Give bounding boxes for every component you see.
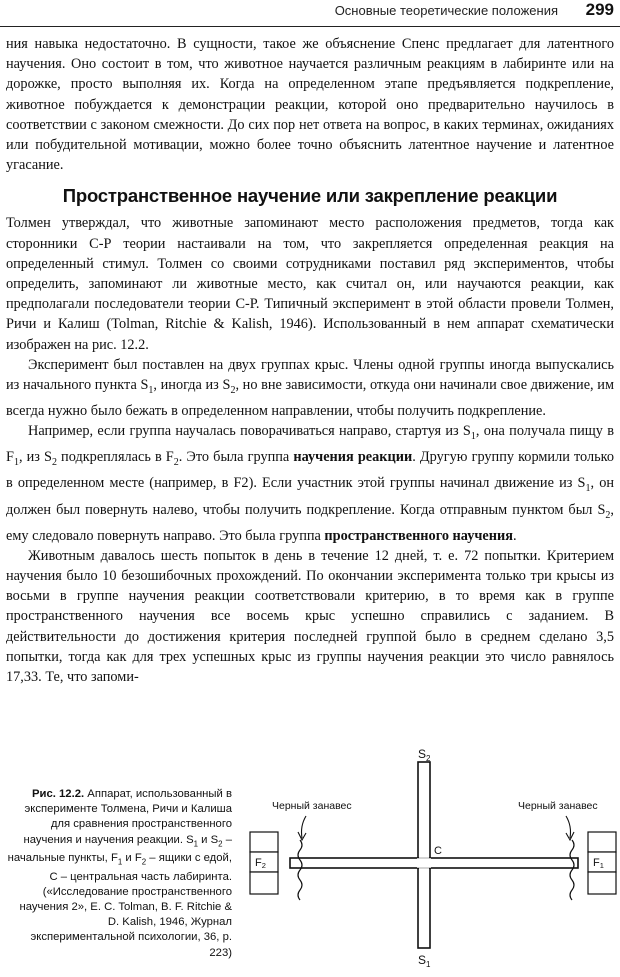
start-s2-label: $S_2$ [418,747,431,763]
food-box-f1-bottom [588,872,616,894]
paragraph-example: Например, если группа научалась поворачиваться направо, стартуя из $S_1$, она получала пищу в $F_1$, из $S_2$ подкреплялась в $F_2$. Это была группа научения реакции. Другую группу кормили только в определенном месте (например, в F2). Если участник этой группы начинал движение из $S_1$, он должен был повернуть налево, чтобы получить подкрепление. Когда отправным пунктом был $S_2$, ему следовало повернуть направо. Это была группа пространственного научения. [6,423,615,544]
curtain-left [298,840,302,900]
paragraph-experiment: Эксперимент был поставлен на двух группах крыс. Члены одной группы иногда выпускались из начального пункта $S_1$, иногда из $S_2$, но вне зависимости, откуда они начинали свое движение, им всегда нужно было бежать в определенном направлении, чтобы получить подкрепление. [6,356,614,420]
maze-figure [244,744,620,972]
curtain-right [570,840,574,900]
paragraph-tolman: Толмен утверждал, что животные запоминают место расположения предметов, тогда как сторонники С-Р теории настаивали на том, что закрепляется определенная реакция на определенный стимул. Толмен со своими сотрудниками поставил ряд экспериментов, чтобы определить, запоминают ли животные место, как считал он, или научаются реакции, как предполагали последователи теории С-Р. Типичный эксперимент в этой области провели Толмен, Ричи и Калиш (Tolman, Ritchie & Kalish, 1946). Использованный в нем аппарат схематически изображен на рис. 12.2. [6,215,614,353]
term-response-learning: научения реакции [293,449,413,466]
maze-diagram [244,744,620,972]
running-head: Основные теоретические положения [334,3,558,18]
food-f1-label: F1 [593,857,604,870]
figure-caption: Рис. 12.2. Аппарат, использованный в эксперименте Толмена, Ричи и Калиша для сравнения пространственного научения и научения реакции. $S_1$ и $S_2$ – начальные пункты, $F_1$ и $F_2$ – ящики с едой, С – центральная часть лабиринта. («Исследование пространственного научения 2», E. C. Tolman, B. F. Ritchie & D. Kalish, 1946, Журнал экспериментальной психологии, 36, p. 223) [7,788,232,959]
section-title: Пространственное научение или закрепление реакции [62,185,558,207]
vertical-runway [418,762,430,948]
paragraph-continuation: ния навыка недостаточно. В сущности, такое же объяснение Спенс предлагает для латентного научения. Оно состоит в том, что животное научается различным реакциям в лабиринте или на дорожке, просто выполняя их. Когда на определенном этапе предъявляется подкрепление, животное побуждается к демонстрации реакции, которой оно предварительно научилось в соответствии с законом смежности. До сих пор нет ответа на вопрос, в каких терминах, ожиданиях или побудительной мотивации, можно более точно объяснить латентное научение и латентное угасание. [6,36,614,174]
center-label: C [434,845,442,857]
horizontal-runway [290,858,578,868]
food-box-f1-top [588,832,616,852]
food-box-f2-bottom [250,872,278,894]
food-box-f2-top [250,832,278,852]
body-text [6,34,614,687]
curtain-left-label: Черный занавес [272,800,352,812]
start-s1-label: $S_1$ [418,953,431,969]
caption-label: Рис. 12.2. [31,788,85,800]
curtain-right-label: Черный занавес [518,800,598,812]
term-place-learning: пространственного научения [324,527,513,544]
paragraph-results: Животным давалось шесть попыток в день в течение 12 дней, т. е. 72 попытки. Критерием научения было 10 безошибочных прохождений. По окончании эксперимента только три крысы из восьми в группе научения реакции соответствовали критерию, в то время как в группе пространственного научения все восемь крыс успешно справились с заданием. В действительности до достижения критерия последней группой было в среднем сделано 3,5 попытки, тогда как для трех успешных крыс из группы научения реакции это число равнялось 17,33. Те, что запоми- [6,547,614,685]
food-f2-label: F2 [255,857,266,870]
page-number: 299 [585,0,614,19]
page-header [0,0,620,27]
